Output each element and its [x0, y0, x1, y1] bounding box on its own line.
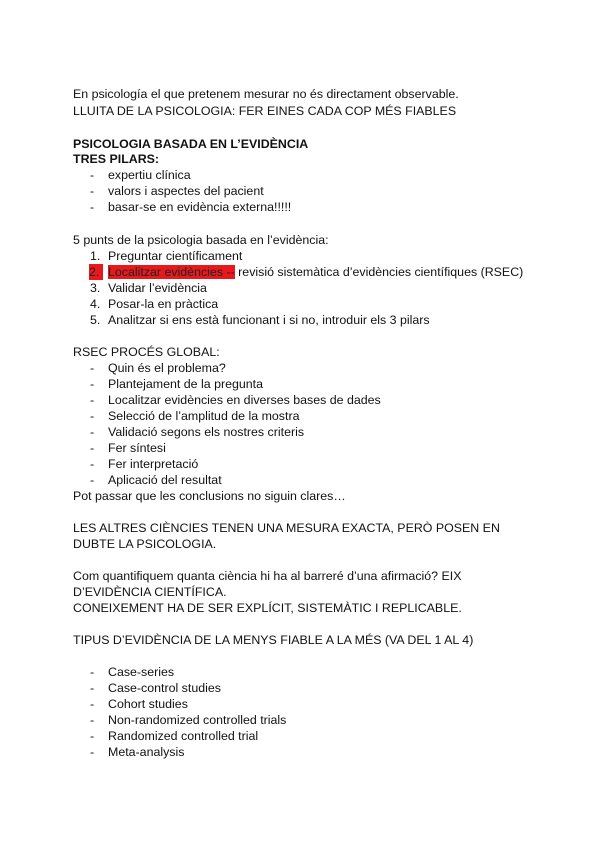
five-points-title: 5 punts de la psicologia basada en l’evidència:	[73, 233, 329, 247]
pillar-text: basar-se en evidència externa!!!!!	[108, 200, 292, 214]
evidence-type: Case-series	[108, 665, 175, 679]
item-text: Preguntar científicament	[108, 249, 243, 263]
bullet-dash: -	[90, 665, 95, 679]
bullet-dash: -	[90, 697, 95, 711]
bullet-dash: -	[90, 729, 95, 743]
rsec-step: Fer síntesi	[108, 441, 166, 455]
evidence-type: Case-control studies	[108, 681, 221, 695]
item-number: 5.	[90, 313, 101, 327]
bullet-dash: -	[90, 184, 95, 198]
quantify-line-1: Com quantifiquem quanta ciència hi ha al barreré d’una afirmació? EIX	[73, 569, 462, 583]
evidence-type: Non-randomized controlled trials	[108, 713, 287, 727]
item-text: Validar l’evidència	[108, 281, 207, 295]
rsec-note: Pot passar que les conclusions no siguin clares…	[73, 489, 346, 503]
evidence-type: Meta-analysis	[108, 745, 185, 759]
bullet-dash: -	[90, 473, 95, 487]
item-number: 1.	[90, 249, 101, 263]
bullet-dash: -	[90, 393, 95, 407]
pillar-text: valors i aspectes del pacient	[108, 184, 264, 198]
section-heading: PSICOLOGIA BASADA EN L’EVIDÈNCIA	[73, 137, 309, 151]
item-number: 3.	[90, 281, 101, 295]
rsec-step: Quin és el problema?	[108, 361, 226, 375]
rsec-title: RSEC PROCÉS GLOBAL:	[73, 345, 220, 359]
bullet-dash: -	[90, 713, 95, 727]
item-number: 4.	[90, 297, 101, 311]
quantify-line-3: CONEIXEMENT HA DE SER EXPLÍCIT, SISTEMÀTIC I REPLICABLE.	[73, 601, 462, 615]
evidence-type: Randomized controlled trial	[108, 729, 259, 743]
bullet-dash: -	[90, 745, 95, 759]
bullet-dash: -	[90, 377, 95, 391]
sciences-line-1: LES ALTRES CIÈNCIES TENEN UNA MESURA EXACTA, PERÒ POSEN EN	[73, 521, 500, 535]
bullet-dash: -	[90, 200, 95, 214]
bullet-dash: -	[90, 425, 95, 439]
bullet-dash: -	[90, 441, 95, 455]
rsec-step: Aplicació del resultat	[108, 473, 222, 487]
rsec-step: Validació segons els nostres criteris	[108, 425, 305, 439]
evidence-types-title: TIPUS D’EVIDÈNCIA DE LA MENYS FIABLE A LA MÉS (VA DEL 1 AL 4)	[73, 633, 474, 647]
rsec-step: Plantejament de la pregunta	[108, 377, 263, 391]
item-text: Posar-la en pràctica	[108, 297, 219, 311]
intro-line-1: En psicología el que pretenem mesurar no és directament observable.	[73, 87, 459, 101]
rsec-step: Fer interpretació	[108, 457, 199, 471]
bullet-dash: -	[90, 409, 95, 423]
bullet-dash: -	[90, 457, 95, 471]
document-page: En psicología el que pretenem mesurar no és directament observable. LLUITA DE LA PSICOLOGIA: FER EINES CADA COP MÉS FIABLES PSICOLOGIA BASADA EN L’EVIDÈNCIA TRES PILARS: - expertiu clínica - valors i aspectes del pacient - basar-se en evidència externa!!!!! 5 punts de la psicologia basada en l’evidència: 1. Preguntar científicament 2. Localitzar evidències -- revisió sistemàtica d’evidències científiques (RSEC) 3. Validar l’evidència 4. Posar-la en pràctica 5. Analitzar si ens està funcionant i si no, introduir els 3 pilars RSEC PROCÉS GLOBAL: - Quin és el problema? - Plantejament de la pregunta - Localitzar evidències en diverses bases de dades - Selecció de l’amplitud de la mostra - Validació segons els nostres criteris - Fer síntesi - Fer interpretació - Aplicació del resultat Pot passar que les conclusions no siguin clares… LES ALTRES CIÈNCIES TENEN UNA MESURA EXACTA, PERÒ POSEN EN DUBTE LA PSICOLOGIA. Com quantifiquem quanta ciència hi ha al barreré d’una afirmació? EIX D’EVIDÈNCIA CIENTÍFICA. CONEIXEMENT HA DE SER EXPLÍCIT, SISTEMÀTIC I REPLICABLE. TIPUS D’EVIDÈNCIA DE LA MENYS FIABLE A LA MÉS (VA DEL 1 AL 4) - Case-series - Case-control studies - Cohort studies - Non-randomized controlled trials - Randomized controlled trial - Meta-analysis	[73, 87, 524, 759]
pillar-text: expertiu clínica	[108, 168, 191, 182]
item-number: 2.	[89, 264, 103, 280]
pillars-heading: TRES PILARS:	[73, 152, 160, 166]
quantify-line-2: D’EVIDÈNCIA CIENTÍFICA.	[73, 585, 227, 599]
item-text: Analitzar si ens està funcionant i si no, introduir els 3 pilars	[108, 313, 430, 327]
rsec-step: Localitzar evidències en diverses bases de dades	[108, 393, 381, 407]
bullet-dash: -	[90, 168, 95, 182]
intro-line-2: LLUITA DE LA PSICOLOGIA: FER EINES CADA COP MÉS FIABLES	[73, 104, 457, 118]
item-text: revisió sistemàtica d’evidències científiques (RSEC)	[234, 265, 524, 279]
rsec-step: Selecció de l’amplitud de la mostra	[108, 409, 300, 423]
evidence-type: Cohort studies	[108, 697, 188, 711]
bullet-dash: -	[90, 681, 95, 695]
bullet-dash: -	[90, 361, 95, 375]
sciences-line-2: DUBTE LA PSICOLOGIA.	[73, 537, 217, 551]
highlighted-text: Localitzar evidències	[108, 265, 224, 279]
